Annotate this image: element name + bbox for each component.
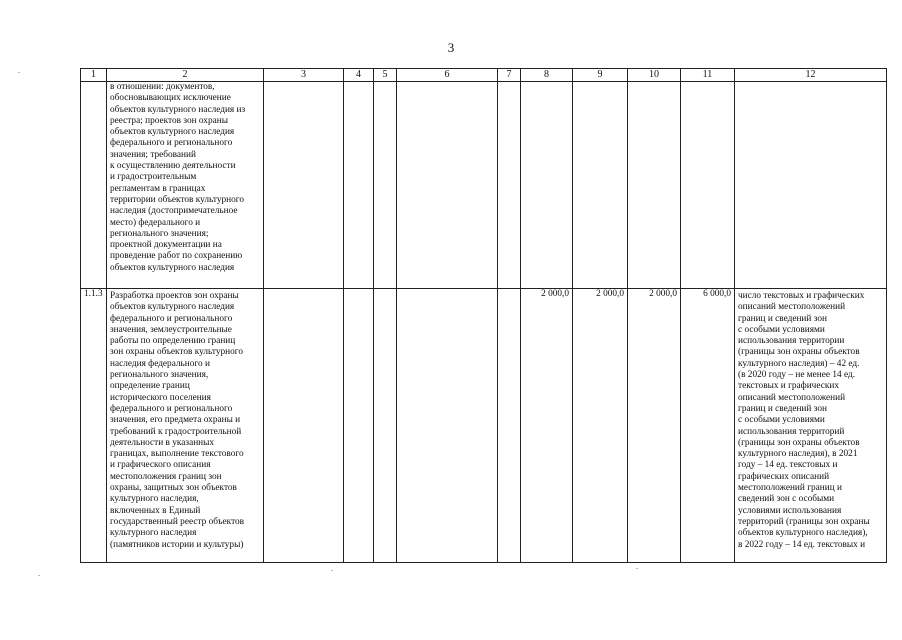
table-cell — [374, 289, 397, 563]
column-header: 7 — [498, 69, 521, 82]
row-description — [107, 289, 264, 563]
table-row — [81, 82, 887, 289]
column-header: 11 — [681, 69, 735, 82]
indicator-text: число текстовых и графических описаний местоположений границ и сведений зон с особыми условиями использования территории (границы зон охраны объектов культурного наследия) – 42 ед. (в 2020 году – не менее 14 ед. текстовых и графических описаний местоположений границ и сведений зон с особыми условиями использования территорий (границы зон охраны объектов культурного наследия), в 2021 году – 14 ед. текстовых и графических описаний местоположений границ и сведений зон с особыми условиями использования территорий (границы зон охраны объектов культурного наследия), в 2022 году – 14 ед. текстовых и — [738, 291, 870, 550]
table-cell — [397, 82, 498, 289]
table-cell — [344, 82, 374, 289]
table-cell — [344, 289, 374, 563]
amount-cell: 2 000,0 — [573, 289, 628, 563]
column-header: 9 — [573, 69, 628, 82]
table-cell — [264, 82, 344, 289]
column-header: 8 — [521, 69, 573, 82]
indicator-cell — [735, 289, 887, 563]
amount-cell — [628, 82, 681, 289]
table-cell — [264, 289, 344, 563]
amount-cell: 6 000,0 — [681, 289, 735, 563]
column-header: 2 — [107, 69, 264, 82]
table-cell — [498, 289, 521, 563]
table-cell — [374, 82, 397, 289]
header-row — [81, 69, 887, 82]
scan-speck — [18, 72, 20, 73]
column-header: 12 — [735, 69, 887, 82]
table-cell — [498, 82, 521, 289]
column-header: 3 — [264, 69, 344, 82]
amount-cell — [521, 82, 573, 289]
amount-cell: 2 000,0 — [628, 289, 681, 563]
table-cell — [397, 289, 498, 563]
amount-cell — [681, 82, 735, 289]
row-description-text: Разработка проектов зон охраны объектов культурного наследия федерального и регионального значения, землеустроительные работы по определению границ зон охраны объектов культурного наследия федерального и регионального значения, определение границ исторического поселения федерального и регионального значения, его предмета охраны и требований к градостроительной деятельности в указанных границах, выполнение текстового и графического описания местоположения границ зон охраны, защитных зон объектов культурного наследия, включенных в Единый государственный реестр объектов культурного наследия (памятников истории и культуры) — [110, 291, 245, 550]
row-description-text: в отношении: документов, обосновывающих исключение объектов культурного наследия из реестра; проектов зон охраны объектов культурного наследия федерального и регионального значения; требований к осуществлению деятельности и градостроительным регламентам в границах территории объектов культурного наследия (достопримечательное место) федерального и регионального значения; проектной документации на проведение работ по сохранению объектов культурного наследия — [110, 82, 246, 273]
amount-cell — [573, 82, 628, 289]
row-description — [107, 82, 264, 289]
column-header: 4 — [344, 69, 374, 82]
indicator-cell — [735, 82, 887, 289]
page-number: 3 — [447, 40, 455, 55]
amount-cell: 2 000,0 — [521, 289, 573, 563]
column-header: 1 — [81, 69, 107, 82]
scan-speck — [38, 575, 40, 576]
column-header: 10 — [628, 69, 681, 82]
column-header: 5 — [374, 69, 397, 82]
table-row — [81, 289, 887, 563]
scan-speck — [636, 568, 638, 569]
row-code: 1.1.3 — [81, 289, 107, 563]
budget-table — [80, 68, 887, 563]
row-code — [81, 82, 107, 289]
column-header: 6 — [397, 69, 498, 82]
scan-speck — [331, 570, 333, 571]
